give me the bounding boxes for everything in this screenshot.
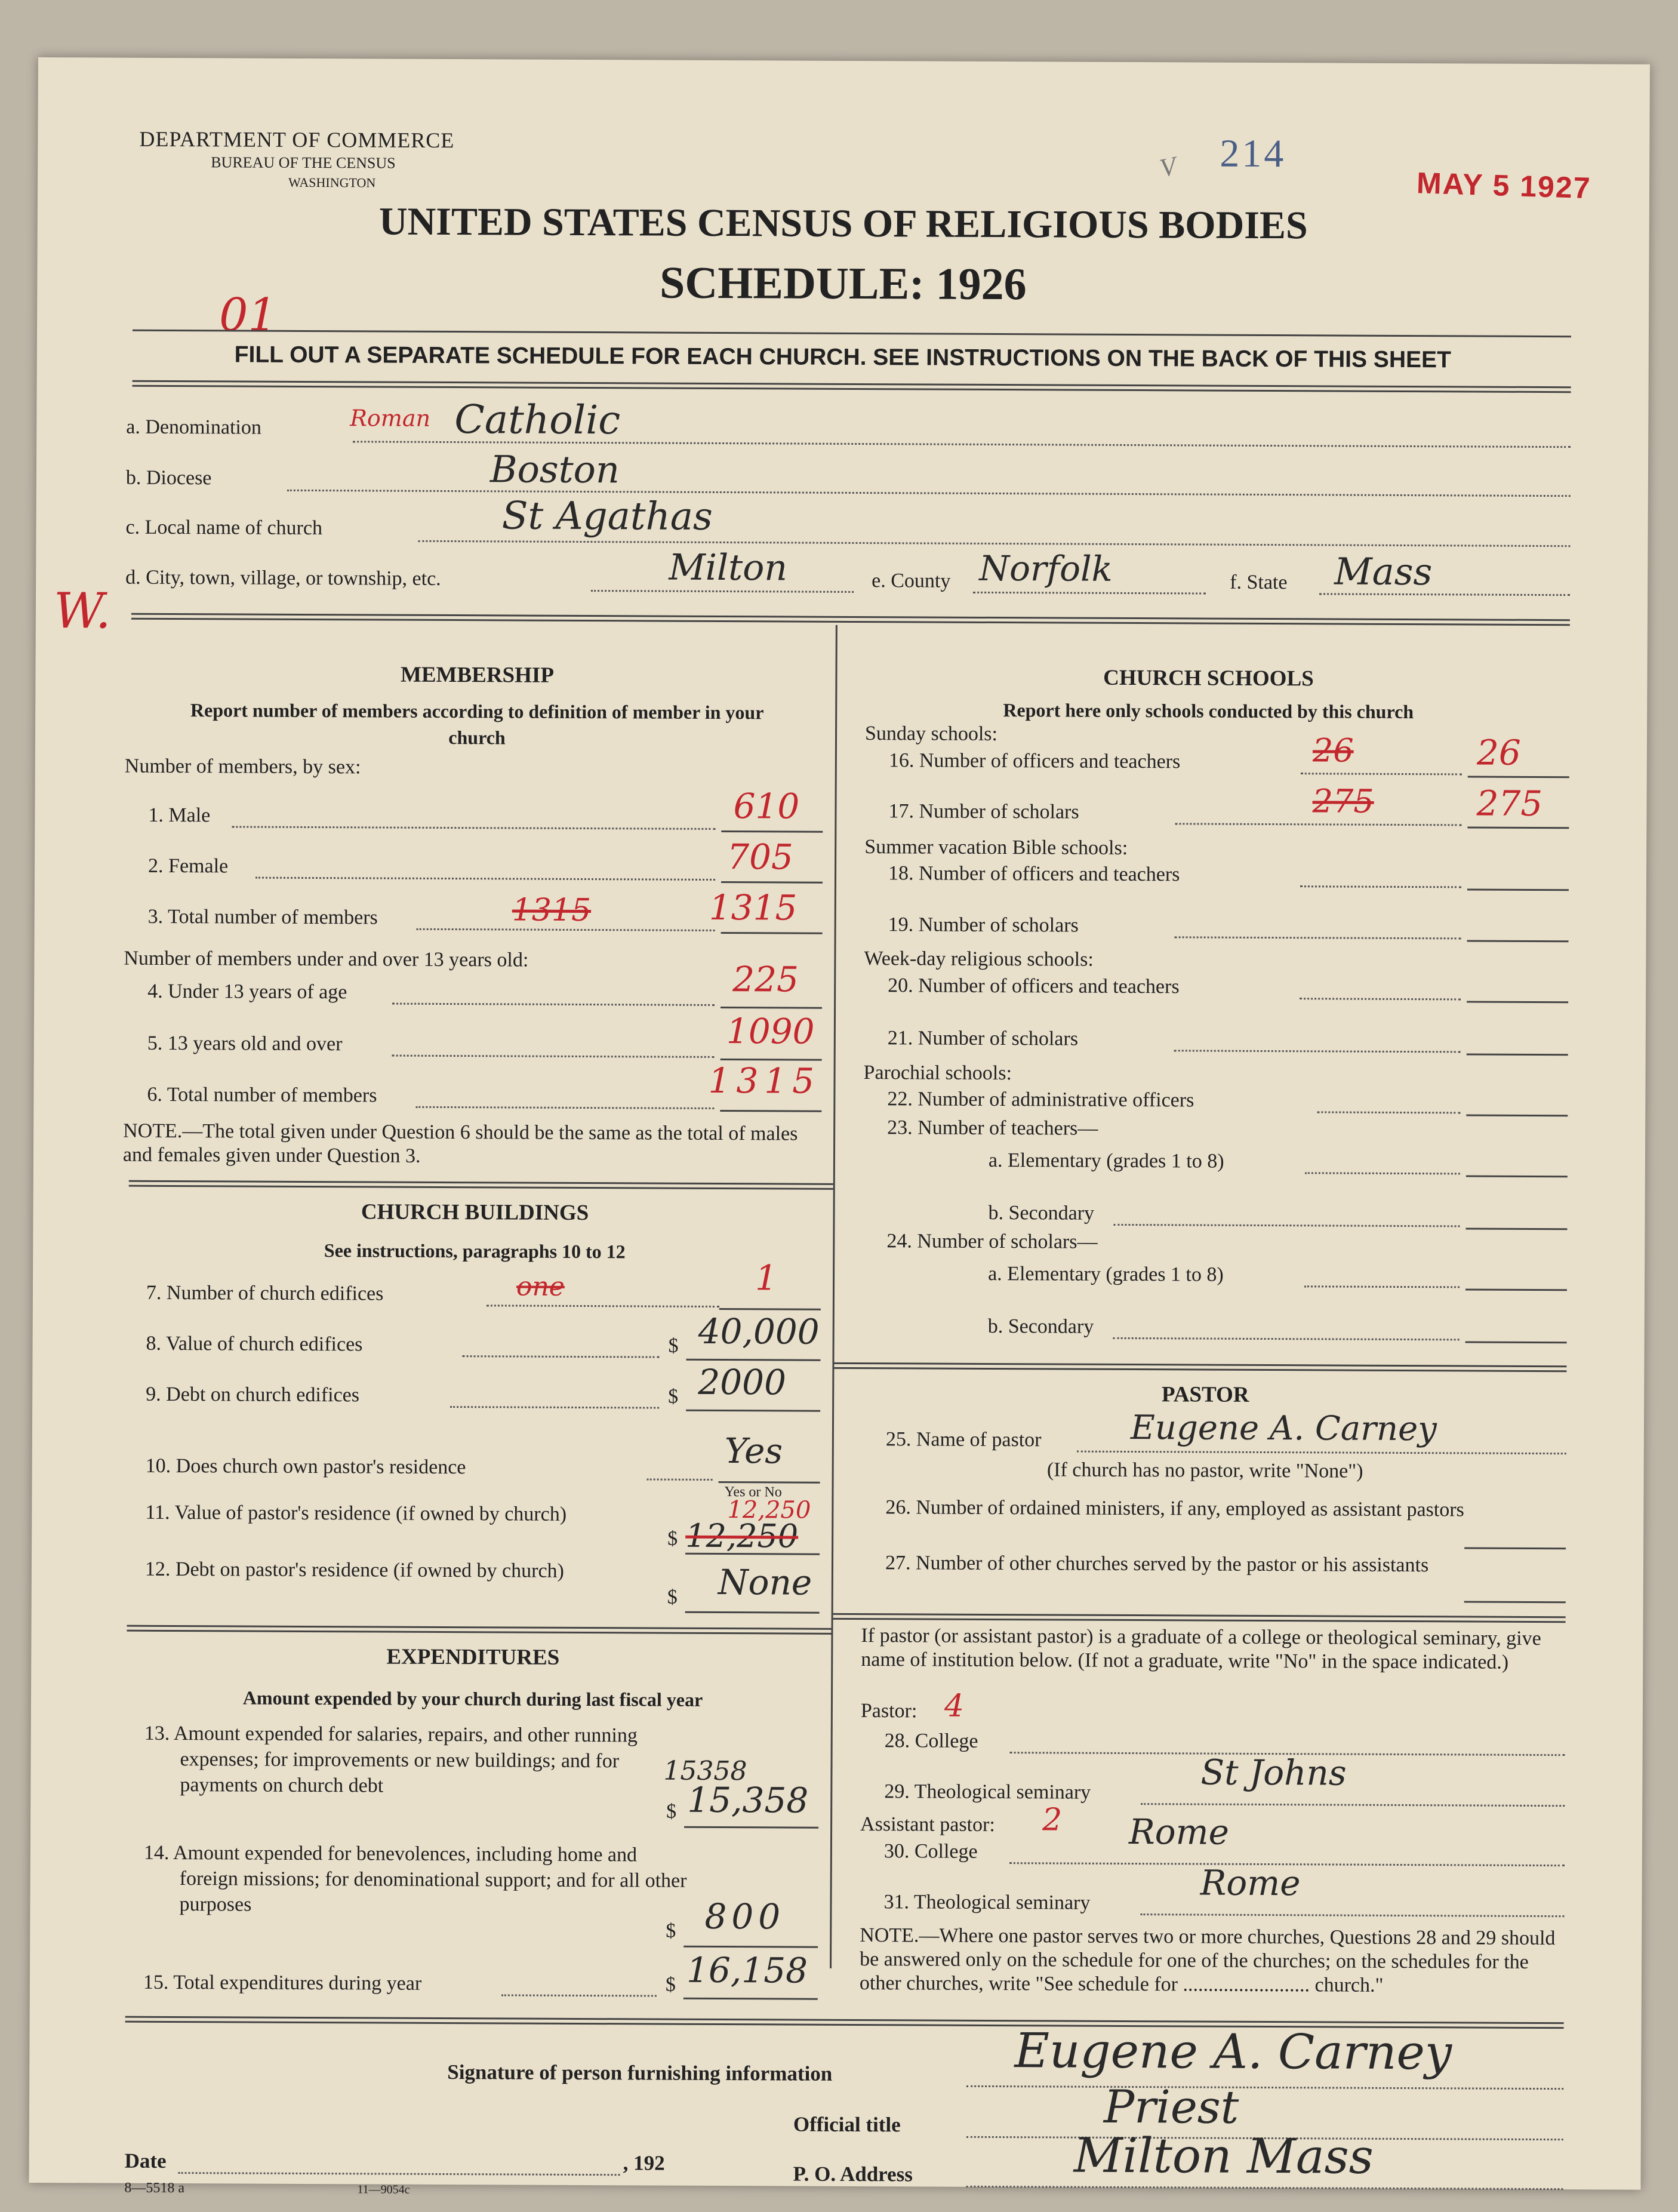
red-code: 01 xyxy=(218,288,278,342)
q24a-label: a. Elementary (grades 1 to 8) xyxy=(988,1262,1224,1286)
dollar-sign: $ xyxy=(665,1973,676,1996)
diocese-label: b. Diocese xyxy=(125,466,212,490)
city-label: d. City, town, village, or township, etc. xyxy=(125,566,441,590)
q2-label: 2. Female xyxy=(148,854,229,878)
q16-struck-value: 26 xyxy=(1312,731,1354,770)
department-line: DEPARTMENT OF COMMERCE xyxy=(139,127,455,153)
q4-value: 225 xyxy=(732,959,799,1000)
dotted-line xyxy=(1304,1285,1460,1288)
q9-label: 9. Debt on church edifices xyxy=(146,1383,360,1407)
rule xyxy=(833,1613,1566,1623)
dotted-line xyxy=(1319,593,1570,596)
print-number: 11—9054c xyxy=(357,2183,410,2196)
q22-label: 22. Number of administrative officers xyxy=(887,1088,1194,1112)
official-title-label: Official title xyxy=(793,2112,901,2137)
dotted-line xyxy=(1301,773,1462,775)
dotted-line xyxy=(647,1478,713,1480)
q20-label: 20. Number of officers and teachers xyxy=(888,974,1180,998)
dotted-line xyxy=(1140,1913,1564,1917)
assistant-pastor-mark: 2 xyxy=(1042,1802,1063,1838)
state-label: f. State xyxy=(1230,571,1288,594)
q12-label: 12. Debt on pastor's residence (if owned by church) xyxy=(144,1558,564,1582)
q25-value: Eugene A. Carney xyxy=(1130,1408,1437,1449)
separate-schedule-instruction: FILL OUT A SEPARATE SCHEDULE FOR EACH CHURCH. SEE INSTRUCTIONS ON THE BACK OF THIS SHEET xyxy=(234,342,1451,373)
q29-value: St Johns xyxy=(1200,1752,1347,1793)
pastor-label: Pastor: xyxy=(860,1700,917,1722)
dotted-line xyxy=(1113,1337,1460,1341)
q8-label: 8. Value of church edifices xyxy=(146,1332,363,1356)
dollar-sign: $ xyxy=(667,1586,678,1608)
answer-line xyxy=(1464,1601,1566,1603)
rule xyxy=(133,380,1571,393)
q23b-label: b. Secondary xyxy=(988,1201,1095,1225)
expenditures-title: EXPENDITURES xyxy=(386,1644,560,1670)
q26-label: 26. Number of ordained ministers, if any, employed as assistant pastors xyxy=(885,1496,1464,1521)
parochial-schools-label: Parochial schools: xyxy=(863,1062,1012,1085)
rule xyxy=(133,330,1571,338)
dollar-sign: $ xyxy=(668,1334,679,1357)
stamp-number: 214 xyxy=(1220,131,1286,176)
answer-line xyxy=(721,830,823,833)
pastor-mark: 4 xyxy=(944,1688,965,1724)
dotted-line xyxy=(1141,1803,1565,1807)
q11-label: 11. Value of pastor's residence (if owned by church) xyxy=(145,1501,567,1525)
q16-value: 26 xyxy=(1476,732,1521,773)
county-value: Norfolk xyxy=(979,547,1113,589)
members-by-age-label: Number of members under and over 13 years old: xyxy=(124,947,529,971)
q1-value: 610 xyxy=(733,786,800,827)
buildings-title: CHURCH BUILDINGS xyxy=(361,1199,589,1226)
q3-label: 3. Total number of members xyxy=(147,905,378,929)
dollar-sign: $ xyxy=(667,1527,678,1550)
dotted-line xyxy=(591,590,854,593)
q10-value: Yes xyxy=(724,1430,783,1472)
dotted-line xyxy=(501,1994,657,1996)
q15-label: 15. Total expenditures during year xyxy=(143,1971,422,1995)
answer-line xyxy=(683,1998,818,2000)
census-schedule-sheet xyxy=(29,57,1650,2196)
answer-line xyxy=(686,1359,820,1361)
graduate-note: If pastor (or assistant pastor) is a graduate of a college or theological seminary, give name of institution below. (If not a graduate, write "No" in the space indicated.) xyxy=(861,1625,1541,1673)
answer-line xyxy=(1467,826,1569,829)
county-label: e. County xyxy=(872,570,951,592)
schools-title: CHURCH SCHOOLS xyxy=(1103,665,1314,691)
expenditures-subtitle: Amount expended by your church during last fiscal year xyxy=(242,1687,703,1710)
assistant-pastor-label: Assistant pastor: xyxy=(860,1813,995,1836)
members-by-sex-label: Number of members, by sex: xyxy=(124,755,361,779)
q30-label: 30. College xyxy=(883,1840,978,1863)
dollar-sign: $ xyxy=(668,1385,679,1408)
answer-line xyxy=(721,932,823,934)
dotted-line xyxy=(1174,1050,1461,1053)
answer-line xyxy=(684,1826,818,1829)
dotted-line xyxy=(966,2186,1563,2190)
city-value: Milton xyxy=(669,546,788,589)
rule xyxy=(131,613,1570,626)
q29-label: 29. Theological seminary xyxy=(884,1780,1091,1804)
dotted-line xyxy=(1175,936,1461,939)
denomination-value: Catholic xyxy=(454,396,621,444)
dotted-line xyxy=(1300,885,1461,888)
q25-label: 25. Name of pastor xyxy=(885,1428,1042,1451)
answer-line xyxy=(1465,1288,1567,1291)
q6-value: 1315 xyxy=(708,1060,821,1102)
dotted-line xyxy=(1175,823,1461,826)
dotted-line xyxy=(417,928,715,931)
q5-label: 5. 13 years old and over xyxy=(147,1032,343,1056)
q9-value: 2000 xyxy=(698,1361,787,1403)
signature-value: Eugene A. Carney xyxy=(1014,2023,1452,2081)
date-stamp: MAY 5 1927 xyxy=(1416,166,1592,205)
dotted-line xyxy=(463,1355,660,1358)
q3-value: 1315 xyxy=(709,887,798,928)
answer-line xyxy=(686,1410,820,1412)
form-title: UNITED STATES CENSUS OF RELIGIOUS BODIES xyxy=(378,199,1308,248)
pastor-note: NOTE.—Where one pastor serves two or more churches, Questions 28 and 29 should be answered only on the schedule for one of the churches; on the schedules for the other churches, write "See schedule for ......................... church." xyxy=(859,1924,1556,1996)
state-value: Mass xyxy=(1334,549,1433,594)
q13-label: 13. Amount expended for salaries, repairs, and other running expenses; for improvements or new buildings; and for payments on church debt xyxy=(144,1722,638,1797)
date-label: Date xyxy=(124,2149,167,2173)
dotted-line xyxy=(966,2085,1563,2090)
q4-label: 4. Under 13 years of age xyxy=(147,980,347,1004)
weekday-schools-label: Week-day religious schools: xyxy=(864,947,1094,971)
bureau-line: BUREAU OF THE CENSUS xyxy=(211,153,396,172)
rule xyxy=(129,1180,833,1190)
dotted-line xyxy=(450,1406,659,1409)
dotted-line xyxy=(1305,1172,1460,1174)
q8-value: 40,000 xyxy=(698,1310,820,1352)
q5-value: 1090 xyxy=(726,1011,815,1052)
dotted-line xyxy=(1077,1451,1566,1455)
q10-hint: Yes or No xyxy=(724,1484,782,1500)
dotted-line xyxy=(1113,1224,1460,1227)
q13-value: 15,358 xyxy=(687,1779,809,1821)
pastor-title: PASTOR xyxy=(1161,1382,1249,1407)
pencil-mark: V xyxy=(1157,151,1179,183)
q25-hint: (If church has no pastor, write "None") xyxy=(1046,1459,1363,1482)
answer-line xyxy=(1465,1227,1567,1230)
dotted-line xyxy=(1317,1111,1460,1113)
dotted-line xyxy=(418,540,1570,547)
membership-title: MEMBERSHIP xyxy=(400,662,555,688)
po-address-value: Milton Mass xyxy=(1073,2127,1374,2185)
dotted-line xyxy=(255,877,715,881)
answer-line xyxy=(1464,1547,1566,1549)
q2-value: 705 xyxy=(727,836,794,878)
answer-line xyxy=(1467,1001,1568,1003)
q31-value: Rome xyxy=(1200,1862,1301,1904)
official-title-value: Priest xyxy=(1103,2079,1239,2134)
dotted-line xyxy=(415,1106,714,1109)
answer-line xyxy=(721,881,823,884)
summer-schools-label: Summer vacation Bible schools: xyxy=(864,836,1128,859)
answer-line xyxy=(720,1110,821,1112)
sunday-schools-label: Sunday schools: xyxy=(864,722,998,746)
q14-value: 800 xyxy=(704,1896,786,1937)
q23-label: 23. Number of teachers— xyxy=(887,1116,1098,1140)
q7-value: 1 xyxy=(755,1257,778,1299)
q6-label: 6. Total number of members xyxy=(147,1083,377,1107)
dollar-sign: $ xyxy=(666,1919,676,1942)
answer-line xyxy=(685,1611,820,1614)
q24-label: 24. Number of scholars— xyxy=(886,1230,1098,1253)
q10-label: 10. Does church own pastor's residence xyxy=(145,1454,466,1479)
answer-line xyxy=(683,1946,818,1948)
membership-subtitle: Report number of members according to definition of member in your church xyxy=(190,699,764,749)
q30-value: Rome xyxy=(1128,1811,1230,1853)
po-address-label: P. O. Address xyxy=(793,2162,913,2186)
q11-struck-value: 12,250 xyxy=(685,1516,799,1555)
schedule-title: SCHEDULE: 1926 xyxy=(659,257,1027,310)
dotted-line xyxy=(392,1003,715,1006)
q19-label: 19. Number of scholars xyxy=(888,913,1079,937)
q18-label: 18. Number of officers and teachers xyxy=(888,862,1180,886)
q14-label: 14. Amount expended for benevolences, including home and foreign missions; for denominational support; and for all other purposes xyxy=(143,1841,687,1916)
dotted-line xyxy=(232,826,715,830)
rule xyxy=(127,1625,831,1635)
q7-struck-value: one xyxy=(516,1271,565,1302)
q12-value: None xyxy=(718,1561,812,1603)
answer-line xyxy=(721,1007,822,1009)
denomination-label: a. Denomination xyxy=(126,416,262,439)
buildings-subtitle: See instructions, paragraphs 10 to 12 xyxy=(324,1239,626,1263)
answer-line xyxy=(1465,1341,1567,1343)
q17-label: 17. Number of scholars xyxy=(888,800,1079,823)
q11-value: 12,250 xyxy=(727,1496,811,1524)
local-name-value: St Agathas xyxy=(501,494,713,539)
q17-value: 275 xyxy=(1476,783,1543,824)
q23a-label: a. Elementary (grades 1 to 8) xyxy=(988,1149,1224,1173)
q24b-label: b. Secondary xyxy=(987,1315,1094,1338)
rule xyxy=(834,1362,1566,1372)
q28-label: 28. College xyxy=(884,1730,978,1752)
column-divider xyxy=(830,625,838,1968)
denomination-prefix: Roman xyxy=(350,405,431,432)
dotted-line xyxy=(487,1305,719,1307)
q27-label: 27. Number of other churches served by the pastor or his assistants xyxy=(885,1552,1429,1577)
q15-value: 16,158 xyxy=(686,1949,808,1991)
local-name-label: c. Local name of church xyxy=(125,516,323,540)
q16-label: 16. Number of officers and teachers xyxy=(888,749,1181,773)
dollar-sign: $ xyxy=(666,1800,677,1823)
answer-line xyxy=(1467,940,1569,942)
q31-label: 31. Theological seminary xyxy=(883,1891,1091,1914)
answer-line xyxy=(1466,1175,1568,1177)
date-year-suffix: , 192 xyxy=(623,2151,665,2175)
dotted-line xyxy=(1300,998,1461,1000)
dotted-line xyxy=(392,1055,715,1058)
answer-line xyxy=(1466,1114,1568,1116)
diocese-value: Boston xyxy=(489,447,620,492)
signature-label: Signature of person furnishing information xyxy=(447,2060,833,2085)
q3-struck-value: 1315 xyxy=(512,892,592,929)
q21-label: 21. Number of scholars xyxy=(887,1027,1079,1050)
q17-struck-value: 275 xyxy=(1312,782,1374,820)
q7-label: 7. Number of church edifices xyxy=(146,1281,384,1305)
q1-label: 1. Male xyxy=(148,804,211,827)
schools-subtitle: Report here only schools conducted by this church xyxy=(1003,699,1414,723)
dotted-line xyxy=(178,2172,620,2176)
city-line: WASHINGTON xyxy=(288,174,376,190)
form-number: 8—5518 a xyxy=(124,2180,185,2196)
dotted-line xyxy=(973,592,1206,595)
answer-line xyxy=(1467,888,1569,891)
answer-line xyxy=(719,1308,821,1310)
answer-line xyxy=(1468,776,1569,778)
dotted-line xyxy=(287,490,1571,497)
q13-above-value: 15358 xyxy=(663,1755,747,1787)
membership-note: NOTE.—The total given under Question 6 should be the same as the total of males and females given under Question 3. xyxy=(122,1119,798,1167)
answer-line xyxy=(719,1481,820,1484)
red-margin-mark: W. xyxy=(53,583,112,640)
answer-line xyxy=(1467,1053,1568,1056)
